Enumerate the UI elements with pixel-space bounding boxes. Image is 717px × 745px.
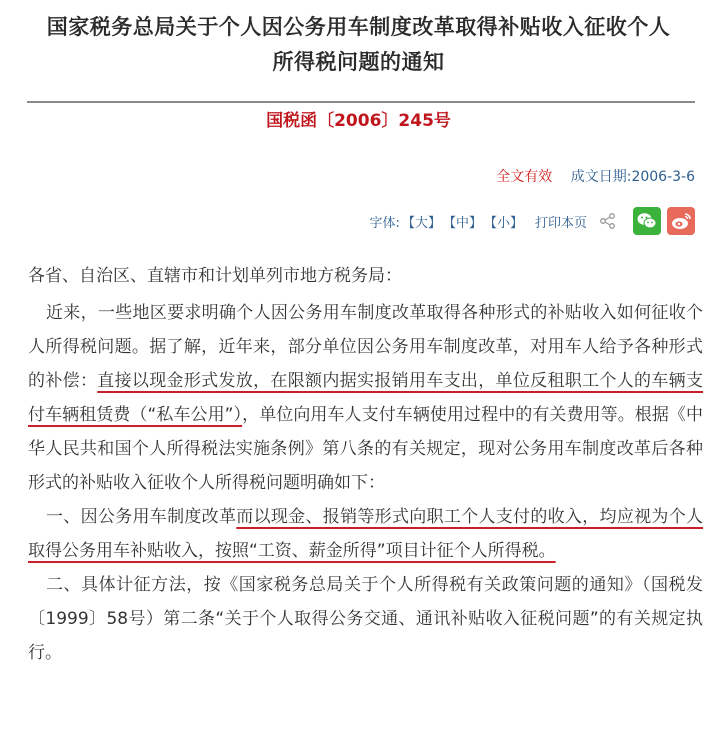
issue-date: 成文日期:2006-3-6 xyxy=(570,169,695,185)
paragraph-2-intro: 一、因公务用车制度改革 xyxy=(46,507,237,527)
paragraph-1-highlight: 直接以现金形式发放，在限额内据实报销用车支出，单位反租职工个人的车辆支付车辆租赁费（“私车公用”） xyxy=(28,371,704,425)
font-size-medium-button[interactable]: 【中】 xyxy=(442,215,482,231)
paragraph-3: 二、具体计征方法，按《国家税务总局关于个人所得税有关政策问题的通知》（国税发〔1999〕58号）第二条“关于个人取得公务交通、通讯补贴收入征税问题”的有关规定执行。 xyxy=(28,575,703,663)
paragraph-2-highlight: 而以现金、报销等形式向职工个人支付的收入，均应视为个人取得公务用车补贴收入，按照“工资、薪金所得”项目计征个人所得税。 xyxy=(28,507,704,561)
article-meta xyxy=(496,166,695,188)
paragraph-1-rest: ，单位向用车人支付车辆使用过程中的有关费用等。根据《中华人民共和国个人所得税法实施条例》第八条的有关规定，现对公务用车制度改革后各种形式的补贴收入征收个人所得税问题明确如下： xyxy=(28,405,703,493)
article-title-line1: 国家税务总局关于个人因公务用车制度改革取得补贴收入征收个人 xyxy=(46,15,671,39)
print-button[interactable]: 打印本页 xyxy=(534,215,587,231)
weibo-icon xyxy=(670,211,692,231)
paragraph-1 xyxy=(28,296,703,500)
document-number: 国税函〔2006〕245号 xyxy=(266,111,451,131)
title-divider xyxy=(27,101,695,103)
paragraph-2 xyxy=(28,500,703,568)
share-icon[interactable] xyxy=(599,212,617,230)
weibo-share-button[interactable] xyxy=(667,207,695,235)
salutation: 各省、自治区、直辖市和计划单列市地方税务局： xyxy=(28,266,402,286)
article-toolbar xyxy=(370,203,695,239)
font-size-label: 字体: xyxy=(369,215,400,231)
article-title xyxy=(20,10,697,80)
article-body xyxy=(28,259,703,670)
wechat-icon xyxy=(636,211,658,231)
validity-status: 全文有效 xyxy=(496,169,553,185)
font-size-large-button[interactable]: 【大】 xyxy=(401,215,441,231)
font-size-small-button[interactable]: 【小】 xyxy=(483,215,523,231)
article-title-line2: 所得税问题的通知 xyxy=(272,50,445,74)
wechat-share-button[interactable] xyxy=(633,207,661,235)
paragraph-1-intro: 近来，一些地区要求明确个人因公务用车制度改革取得各种形式的补贴收入如何征收个人所得税问题。据了解，近年来，部分单位因公务用车制度改革，对用车人给予各种形式的补偿： xyxy=(28,303,703,391)
